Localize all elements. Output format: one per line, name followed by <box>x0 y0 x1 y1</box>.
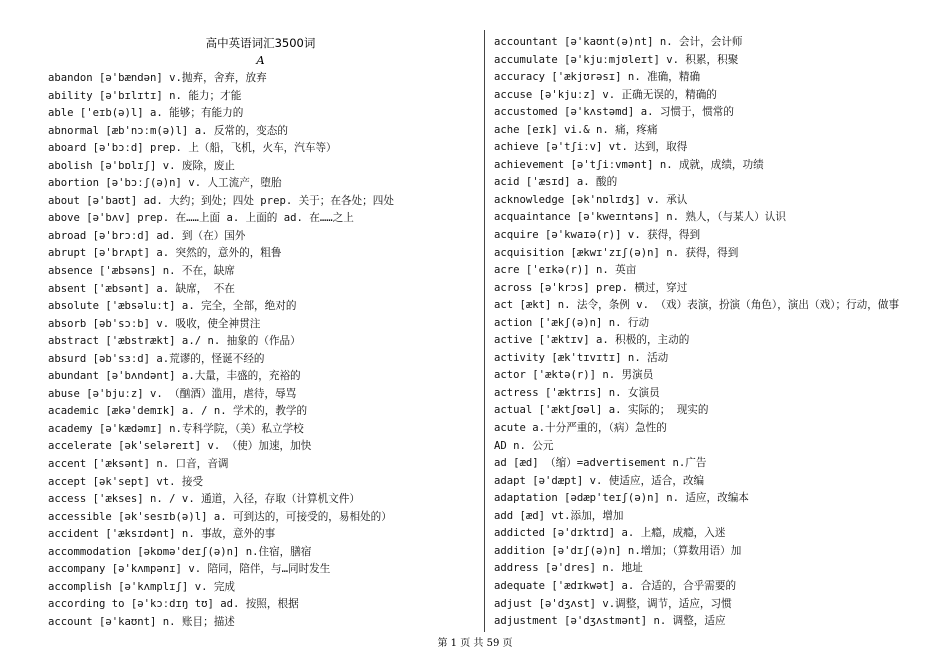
vocab-entry: accumulate [ə'kjuːmjʊleɪt] v. 积累，积聚 <box>494 53 739 66</box>
vocab-entry: across [ə'krɔs] prep. 横过，穿过 <box>494 281 688 294</box>
vocab-entry: accomplish [ə'kʌmplɪʃ] v. 完成 <box>48 580 236 593</box>
vocab-entry: acre ['eɪkə(r)] n. 英亩 <box>494 264 637 277</box>
right-entry-list <box>494 34 934 631</box>
vocab-entry: addition [ə'dɪʃ(ə)n] n.增加；（算数用语）加 <box>494 544 742 557</box>
vocab-entry: ability [ə'bɪlɪtɪ] n. 能力；才能 <box>48 89 242 102</box>
vocab-entry: actress ['æktrɪs] n. 女演员 <box>494 386 660 399</box>
vocab-entry: accident ['æksɪdənt] n. 事故，意外的事 <box>48 528 276 541</box>
vocab-entry: accuse [ə'kjuːz] v. 正确无误的，精确的 <box>494 88 717 101</box>
vocab-entry: act [ækt] n. 法令，条例 v. （戏）表演，扮演（角色），演出（戏）；行动，做事 <box>494 299 900 312</box>
vocab-entry: about [ə'baʊt] ad. 大约；到处；四处 prep. 关于；在各处；四处 <box>48 194 394 207</box>
vocab-entry: accommodation [əkɒmə'deɪʃ(ə)n] n.住宿，膳宿 <box>48 545 312 558</box>
vocab-entry: abstract ['æbstrækt] a./ n. 抽象的（作品） <box>48 335 301 348</box>
vocab-entry: activity [æk'tɪvɪtɪ] n. 活动 <box>494 351 669 364</box>
document-title: 高中英语词汇3500词 <box>205 36 316 50</box>
left-column <box>48 34 473 632</box>
vocab-entry: abolish [ə'bɒlɪʃ] v. 废除，废止 <box>48 159 235 172</box>
vocab-entry: accompany [ə'kʌmpənɪ] v. 陪同，陪伴，与…同时发生 <box>48 563 331 576</box>
vocab-entry: abortion [ə'bɔːʃ(ə)n] v. 人工流产，堕胎 <box>48 177 282 190</box>
vocab-entry: abundant [ə'bʌndənt] a.大量，丰盛的，充裕的 <box>48 370 301 383</box>
vocab-entry: acute a.十分严重的，（病）急性的 <box>494 422 667 435</box>
vocab-entry: acquire [ə'kwaɪə(r)] v. 获得，得到 <box>494 229 701 242</box>
vocab-entry: addicted [ə'dɪktɪd] a. 上瘾，成瘾，入迷 <box>494 527 726 540</box>
vocab-entry: adjustment [ə'dʒʌstmənt] n. 调整，适应 <box>494 615 726 628</box>
vocab-entry: achieve [ə'tʃiːv] vt. 达到，取得 <box>494 141 688 154</box>
vocab-entry: aboard [ə'bɔːd] prep. 上（船，飞机，火车，汽车等） <box>48 142 337 155</box>
vocab-entry: abandon [ə'bændən] v.抛弃，舍弃，放弃 <box>48 72 267 84</box>
vocab-entry: adaptation [ədæp'teɪʃ(ə)n] n. 适应，改编本 <box>494 492 749 505</box>
vocab-entry: action ['ækʃ(ə)n] n. 行动 <box>494 316 650 329</box>
vocab-entry: acid ['æsɪd] a. 酸的 <box>494 176 618 189</box>
vocab-entry: acquaintance [ə'kweɪntəns] n. 熟人，（与某人）认识 <box>494 211 786 224</box>
vocab-entry: AD n. 公元 <box>494 439 554 452</box>
vocab-entry: ad [æd] （缩）=advertisement n.广告 <box>494 457 707 470</box>
column-divider <box>484 30 485 632</box>
left-entry-list <box>48 70 473 632</box>
vocab-entry: absorb [əb'sɔːb] v. 吸收，使全神贯注 <box>48 317 261 330</box>
vocab-entry: abnormal [æb'nɔːm(ə)l] a. 反常的，变态的 <box>48 124 288 137</box>
vocab-entry: absent ['æbsənt] a. 缺席， 不在 <box>48 282 235 295</box>
vocab-entry: accept [ək'sept] vt. 接受 <box>48 475 204 488</box>
vocab-entry: absence ['æbsəns] n. 不在，缺席 <box>48 265 235 278</box>
vocab-entry: abroad [ə'brɔːd] ad. 到（在）国外 <box>48 229 246 242</box>
vocab-entry: adapt [ə'dæpt] v. 使适应，适合，改编 <box>494 474 705 487</box>
vocab-entry: academy [ə'kædəmɪ] n.专科学院，（美）私立学校 <box>48 422 304 435</box>
vocab-entry: accountant [ə'kaʊnt(ə)nt] n. 会计，会计师 <box>494 36 743 48</box>
vocab-entry: abuse [ə'bjuːz] v. （酗酒）滥用，虐待，辱骂 <box>48 387 297 400</box>
vocab-entry: abrupt [ə'brʌpt] a. 突然的，意外的，粗鲁 <box>48 247 282 260</box>
vocab-entry: adjust [ə'dʒʌst] v.调整，调节，适应，习惯 <box>494 597 732 610</box>
vocab-entry: able ['eɪb(ə)l] a. 能够；有能力的 <box>48 107 244 120</box>
right-column <box>494 34 934 631</box>
vocab-entry: according to [ə'kɔːdɪŋ tʊ] ad. 按照，根据 <box>48 598 299 611</box>
vocab-entry: add [æd] vt.添加，增加 <box>494 509 624 522</box>
vocab-entry: accuracy ['ækjʊrəsɪ] n. 准确，精确 <box>494 71 701 84</box>
vocab-entry: accustomed [ə'kʌstəmd] a. 习惯于，惯常的 <box>494 106 734 119</box>
vocab-entry: achievement [ə'tʃiːvmənt] n. 成就，成绩，功绩 <box>494 158 764 171</box>
vocab-entry: absurd [əb'sɜːd] a.荒谬的，怪诞不经的 <box>48 352 265 365</box>
vocab-entry: actor ['æktə(r)] n. 男演员 <box>494 369 654 382</box>
vocab-entry: actual ['æktʃʊəl] a. 实际的； 现实的 <box>494 404 709 417</box>
section-letter: A <box>256 53 265 67</box>
vocab-entry: ache [eɪk] vi.& n. 痛，疼痛 <box>494 123 658 136</box>
vocab-entry: above [ə'bʌv] prep. 在……上面 a. 上面的 ad. 在……之上 <box>48 212 354 225</box>
vocab-entry: accelerate [ək'seləreɪt] v. （使）加速，加快 <box>48 440 312 453</box>
vocab-entry: acquisition [ækwɪ'zɪʃ(ə)n] n. 获得，得到 <box>494 246 739 259</box>
vocab-entry: academic [ækə'demɪk] a. / n. 学术的，教学的 <box>48 405 308 418</box>
page-footer: 第 1 页 共 59 页 <box>437 638 513 649</box>
vocab-entry: acknowledge [ək'nɒlɪdʒ] v. 承认 <box>494 193 688 206</box>
vocab-entry: access ['ækses] n. / v. 通道，入径，存取（计算机文件） <box>48 493 360 506</box>
vocab-entry: absolute ['æbsəluːt] a. 完全，全部，绝对的 <box>48 300 297 313</box>
vocab-entry: active ['æktɪv] a. 积极的，主动的 <box>494 334 690 347</box>
vocab-entry: accessible [ək'sesɪb(ə)l] a. 可到达的，可接受的，易相处的） <box>48 510 392 523</box>
vocab-entry: account [ə'kaʊnt] n. 账目；描述 <box>48 615 235 628</box>
vocab-entry: address [ə'dres] n. 地址 <box>494 562 643 575</box>
vocab-entry: accent ['æksənt] n. 口音，音调 <box>48 458 229 471</box>
vocab-entry: adequate ['ædɪkwət] a. 合适的，合乎需要的 <box>494 579 737 592</box>
